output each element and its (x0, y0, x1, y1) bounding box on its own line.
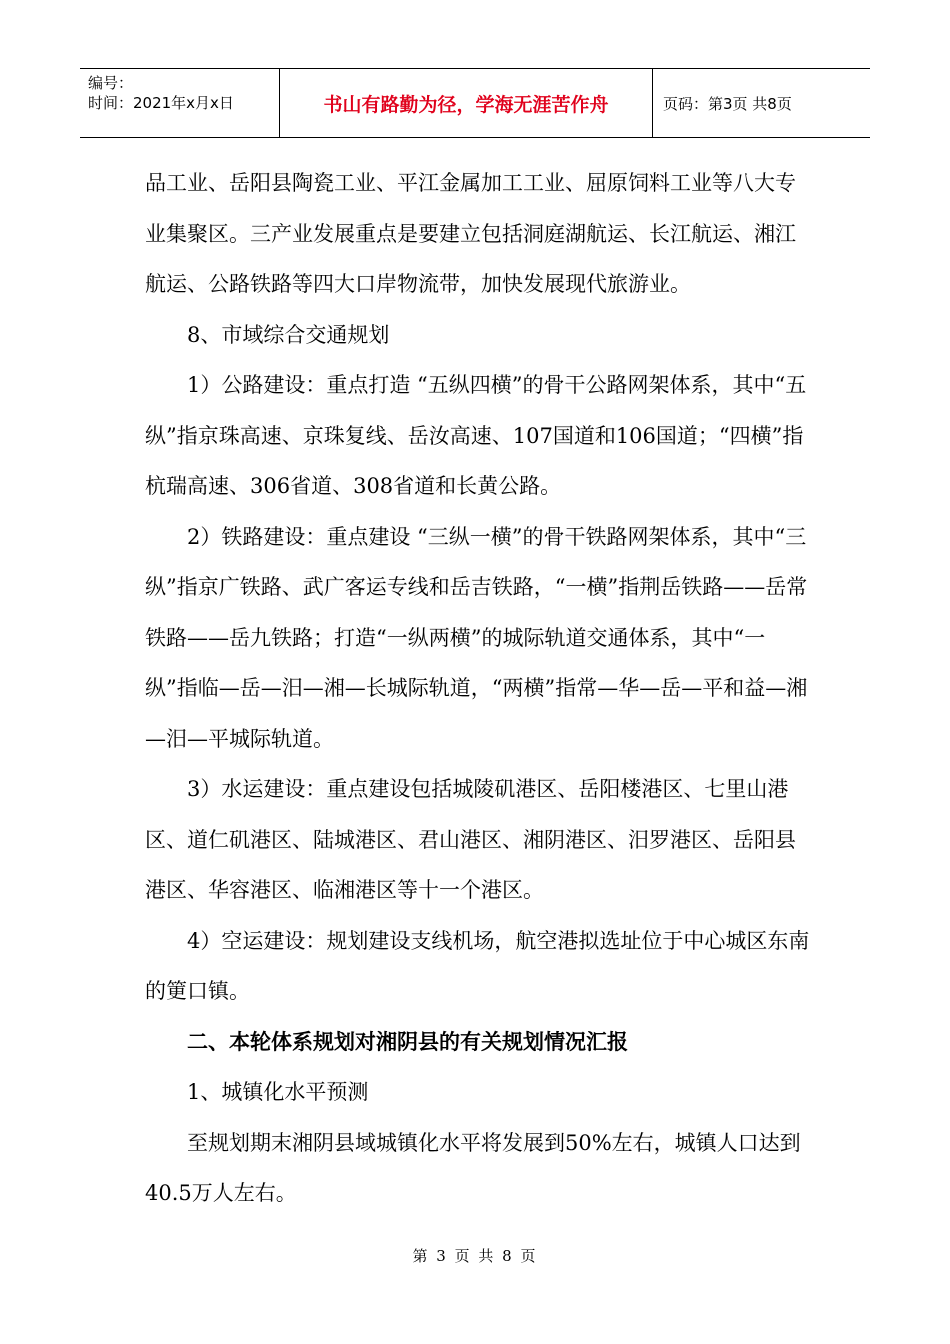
page-header (80, 68, 870, 138)
paragraph-railway: 2）铁路建设：重点建设 “三纵一横”的骨干铁路网架体系，其中“三纵”指京广铁路、武广客运专线和岳吉铁路，“一横”指荆岳铁路——岳常铁路——岳九铁路；打造“一纵两横”的城际轨道交通体系，其中“一纵”指临—岳—汨—湘—长城际轨道，“两横”指常—华—岳—平和益—湘—汨—平城际轨道。 (145, 524, 808, 751)
document-body (145, 158, 810, 1219)
number-label: 编号： (88, 74, 134, 92)
paragraph-continuation: 品工业、岳阳县陶瓷工业、平江金属加工工业、屈原饲料工业等八大专业集聚区。三产业发展重点是要建立包括洞庭湖航运、长江航运、湘江航运、公路铁路等四大口岸物流带，加快发展现代旅游业。 (145, 171, 796, 296)
header-meta (80, 69, 280, 137)
header-page-info: 页码：第3页 共8页 (663, 94, 792, 113)
paragraph-highway: 1）公路建设：重点打造 “五纵四横”的骨干公路网架体系，其中“五纵”指京珠高速、京珠复线、岳汝高速、107国道和106国道；“四横”指杭瑞高速、306省道、308省道和长黄公路。 (145, 373, 807, 498)
section-heading-xiangyin: 二、本轮体系规划对湘阴县的有关规划情况汇报 (187, 1028, 628, 1054)
page-footer: 第 3 页 共 8 页 (412, 1247, 538, 1265)
paragraph-airport: 4）空运建设：规划建设支线机场，航空港拟选址位于中心城区东南的筻口镇。 (145, 928, 810, 1003)
header-motto: 书山有路勤为径，学海无涯苦作舟 (280, 69, 653, 137)
paragraph-waterway: 3）水运建设：重点建设包括城陵矶港区、岳阳楼港区、七里山港区、道仁矶港区、陆城港区、君山港区、湘阴港区、汨罗港区、岳阳县港区、华容港区、临湘港区等十一个港区。 (145, 777, 796, 902)
subheading-urbanization: 1、城镇化水平预测 (187, 1080, 369, 1104)
section-heading-transport: 8、市域综合交通规划 (187, 322, 390, 347)
date-label: 时间：2021年x月x日 (88, 94, 234, 112)
paragraph-urbanization: 至规划期末湘阴县域城镇化水平将发展到50%左右，城镇人口达到40.5万人左右。 (145, 1130, 801, 1205)
